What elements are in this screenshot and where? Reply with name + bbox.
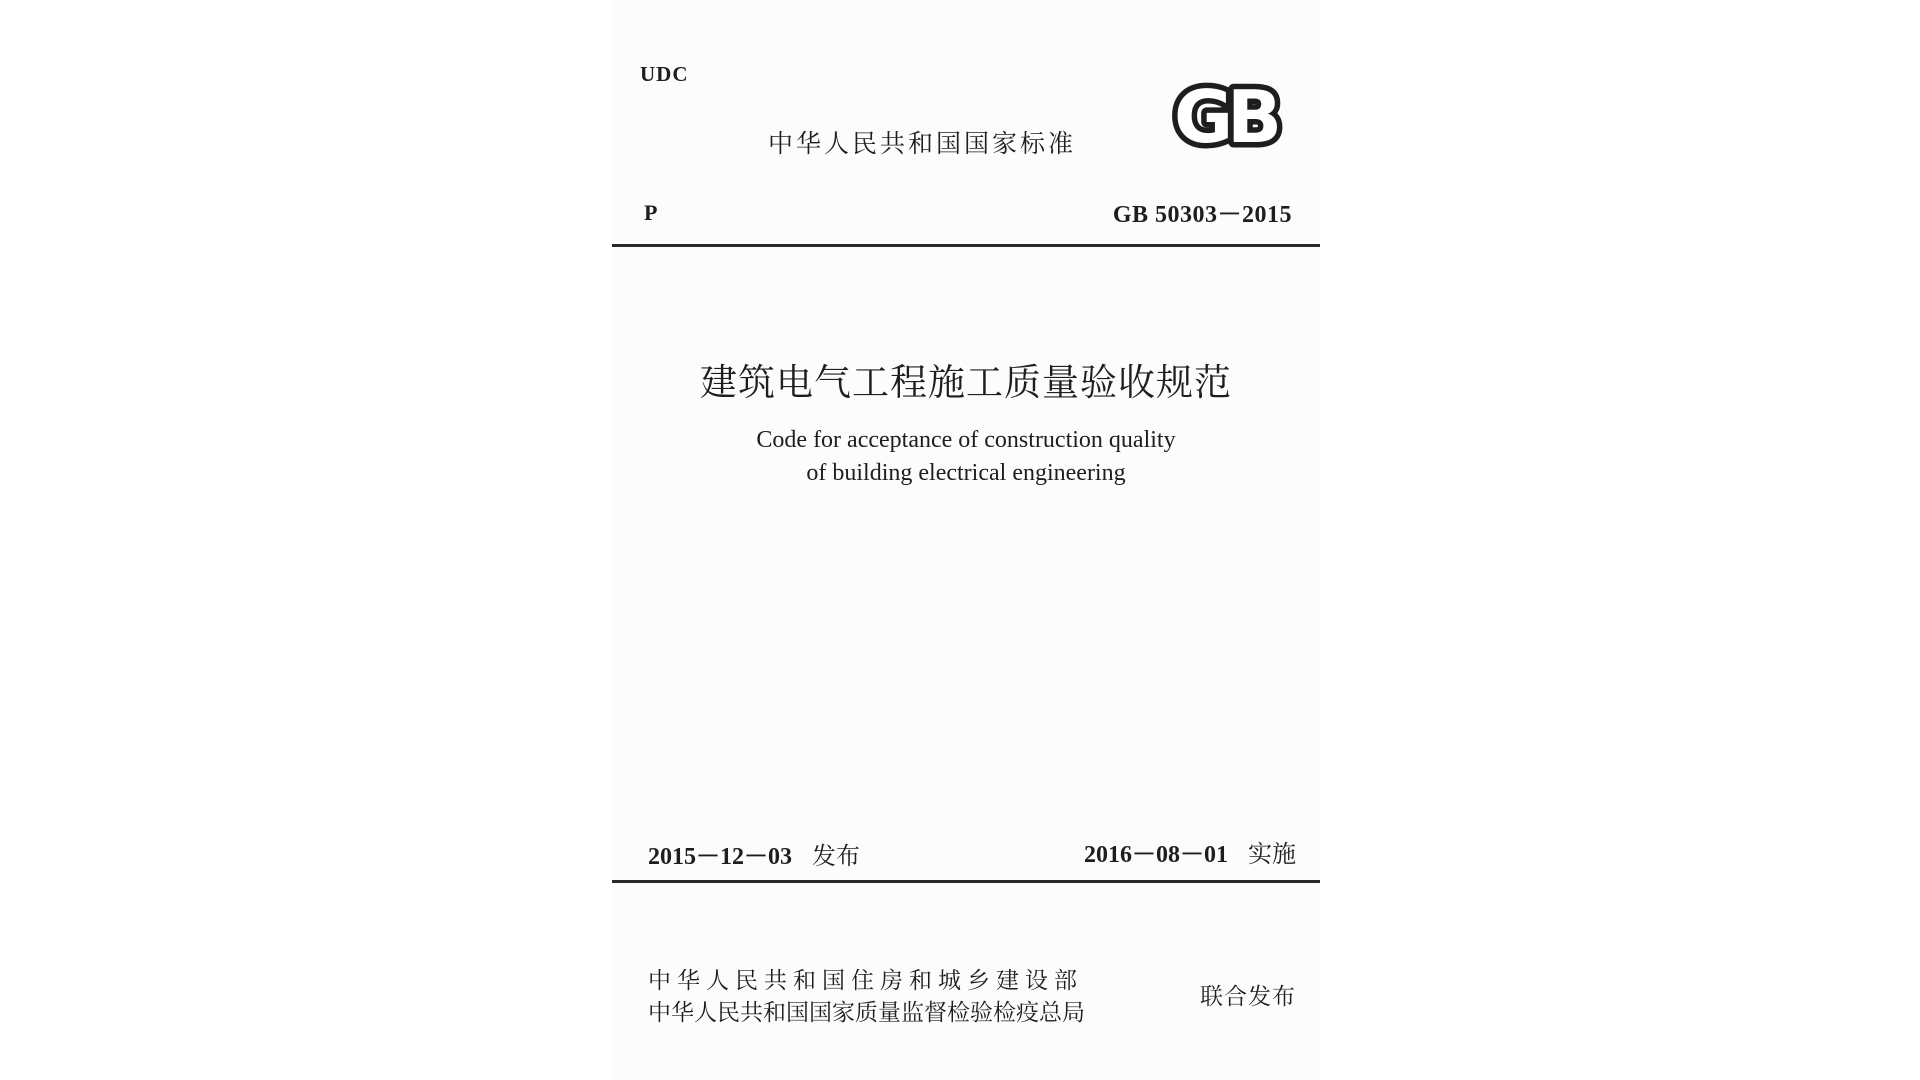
issuer-quality-administration: 中华人民共和国国家质量监督检验检疫总局 bbox=[648, 1000, 1085, 1026]
document-cover bbox=[612, 0, 1320, 1080]
implementation-date: 2016－08－01 bbox=[1084, 842, 1228, 868]
title-english-line-1: Code for acceptance of construction quality bbox=[756, 427, 1176, 453]
title-english bbox=[612, 424, 1320, 490]
implementation-label: 实施 bbox=[1248, 840, 1296, 868]
header-divider bbox=[612, 244, 1320, 247]
standard-number: GB 50303－2015 bbox=[1112, 202, 1292, 228]
implementation-date-block bbox=[1084, 834, 1296, 869]
issue-date: 2015－12－03 bbox=[648, 844, 792, 870]
issue-label: 发布 bbox=[812, 842, 860, 870]
issue-date-block bbox=[648, 836, 860, 871]
title-chinese: 建筑电气工程施工质量验收规范 bbox=[700, 361, 1232, 404]
udc-label: UDC bbox=[640, 62, 689, 86]
joint-issue-label: 联合发布 bbox=[1200, 984, 1296, 1010]
svg-text:GB: GB bbox=[1174, 80, 1276, 152]
national-standard-label: 中华人民共和国国家标准 bbox=[768, 129, 1077, 158]
title-english-line-2: of building electrical engineering bbox=[806, 460, 1126, 486]
category-code: P bbox=[644, 200, 658, 225]
issuer-ministry-housing: 中华人民共和国住房和城乡建设部 bbox=[648, 968, 1083, 994]
footer-divider bbox=[612, 880, 1320, 883]
gb-logo-icon bbox=[1158, 80, 1293, 152]
